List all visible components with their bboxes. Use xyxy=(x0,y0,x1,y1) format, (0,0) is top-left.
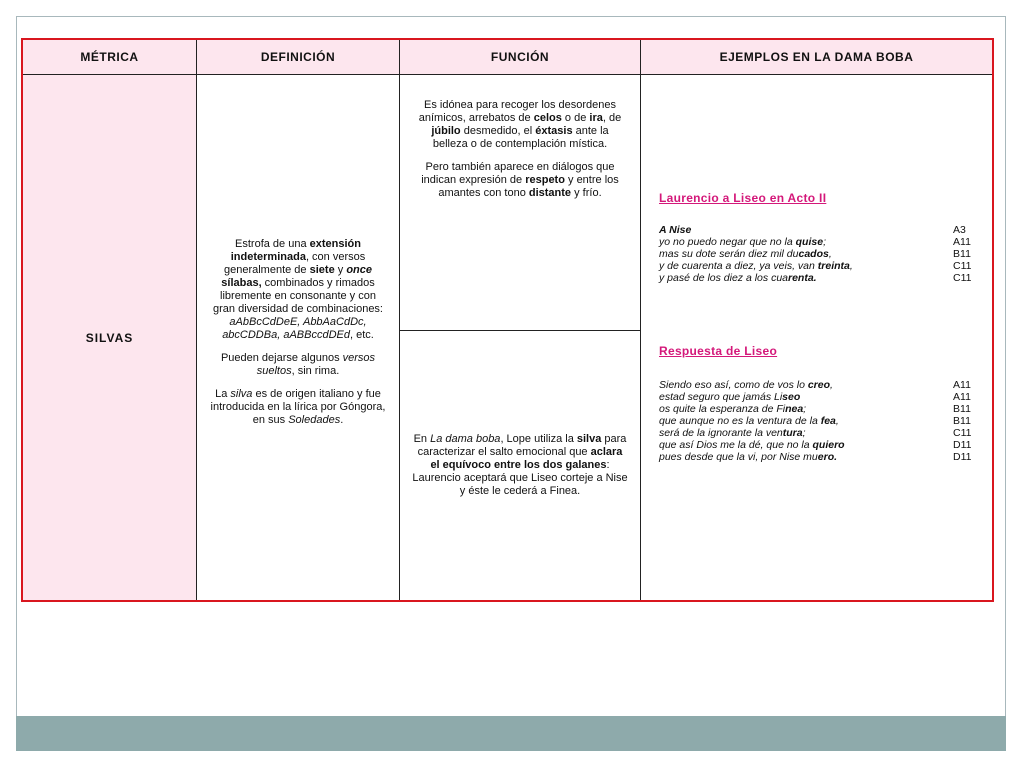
function-paragraph-3: En La dama boba, Lope utiliza la silva para caracterizar el salto emocional que aclara el equívoco entre los dos galanes: Laurencio aceptará que Liseo corteje a Nise y éste le cederá a Finea. xyxy=(412,433,628,497)
definition-paragraph-3: La silva es de origen italiano y fue introducida en la lírica por Góngora, en sus Soledades. xyxy=(210,388,386,426)
metric-silvas: SILVAS xyxy=(23,75,197,600)
verse-line: yo no puedo negar que no la quise; A11 xyxy=(659,236,971,248)
footer-band xyxy=(16,716,1006,751)
verse-line: que aunque no es la ventura de la fea, B11 xyxy=(659,415,971,427)
verse-line: estad seguro que jamás Liseo A11 xyxy=(659,391,971,403)
verse-block-2 xyxy=(659,379,979,463)
header-definicion: DEFINICIÓN xyxy=(197,40,400,75)
verse-line: que así Dios me la dé, que no la quiero D11 xyxy=(659,439,972,451)
header-ejemplos: EJEMPLOS EN LA DAMA BOBA xyxy=(641,40,992,75)
example-title-1: Laurencio a Liseo en Acto II xyxy=(659,191,827,205)
verse-line: os quite la esperanza de Finea; B11 xyxy=(659,403,971,415)
function-paragraph-1: Es idónea para recoger los desordenes anímicos, arrebatos de celos o de ira, de júbilo desmedido, el éxtasis ante la belleza o de contemplación mística. xyxy=(418,99,622,150)
header-funcion: FUNCIÓN xyxy=(400,40,641,75)
verse-line: mas su dote serán diez mil ducados, B11 xyxy=(659,248,971,260)
verse-line: será de la ignorante la ventura; C11 xyxy=(659,427,972,439)
definition-paragraph-2: Pueden dejarse algunos versos sueltos, sin rima. xyxy=(220,352,376,377)
definition-paragraph-1: Estrofa de una extensión indeterminada, con versos generalmente de siete y once sílabas, combinados y rimados libremente en consonante y con gran diversidad de combinaciones: aAbBcCdDeE, AbbAaCdDc, abcCDDBa, aABBccdDEd, etc. xyxy=(213,238,383,341)
function-cell-bottom xyxy=(400,331,641,600)
example-title-2: Respuesta de Liseo xyxy=(659,344,778,358)
verse-line: A Nise A3 xyxy=(659,224,966,236)
verse-line: Siendo eso así, como de vos lo creo, A11 xyxy=(659,379,971,391)
metrics-table xyxy=(21,38,994,602)
definition-cell xyxy=(197,75,400,600)
verse-line: y de cuarenta a diez, ya veis, van treinta, C11 xyxy=(659,260,972,272)
function-cell-top xyxy=(400,75,641,331)
function-paragraph-2: Pero también aparece en diálogos que indican expresión de respeto y entre los amantes con tono distante y frío. xyxy=(421,161,619,199)
examples-cell xyxy=(641,75,992,600)
verse-line: y pasé de los diez a los cuarenta. C11 xyxy=(659,272,972,284)
header-metrica: MÉTRICA xyxy=(23,40,197,75)
verse-line: pues desde que la vi, por Nise muero. D11 xyxy=(659,451,972,463)
verse-block-1 xyxy=(659,224,979,284)
